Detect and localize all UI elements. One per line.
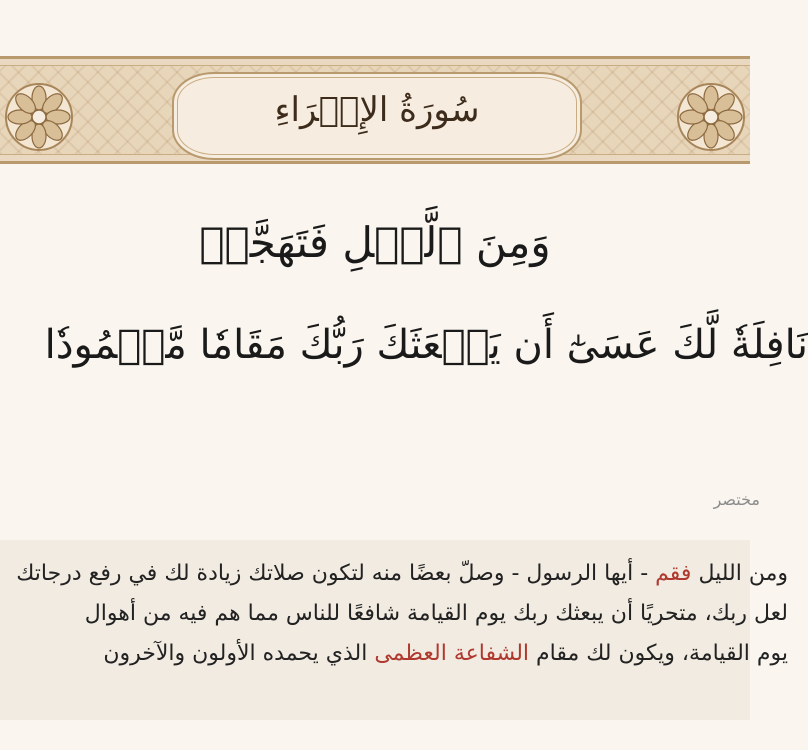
banner-pattern (0, 65, 750, 155)
top-spacer (0, 0, 750, 56)
tafsir-text-segment: يوم القيامة، ويكون لك مقام (529, 641, 788, 666)
rosette-ornament-icon (676, 82, 746, 152)
bottom-spacer (0, 720, 750, 750)
tafsir-line: لعل ربك، متحريًا أن يبعثك ربك يوم القيامة شافعًا للناس مما هم فيه من أهوال (84, 601, 788, 626)
verse-line-1[interactable]: وَمِنَ ٱلَّيۡلِ فَتَهَجَّدۡ (199, 218, 551, 267)
surah-title-cartouche (172, 72, 582, 160)
tafsir-panel (0, 540, 788, 720)
tafsir-text-segment: - أيها الرسول - وصلّ بعضًا منه لتكون صلاتك زيادة لك في رفع درجاتك (16, 561, 656, 586)
tafsir-source-label[interactable]: مختصر (713, 490, 760, 509)
rosette-ornament-icon (4, 82, 74, 152)
tafsir-text-segment: ومن الليل (691, 561, 788, 586)
tafsir-text (0, 554, 788, 674)
tafsir-highlight: فقم (655, 561, 692, 586)
surah-header-banner (0, 56, 750, 164)
tafsir-highlight: الشفاعة العظمى (374, 641, 530, 666)
verse-line-2[interactable]: نَافِلَةٗ لَّكَ عَسَىٰٓ أَن يَبۡعَثَكَ رَبُّكَ مَقَامٗا مَّحۡمُودٗا (44, 322, 808, 368)
tafsir-text-segment: الذي يحمده الأولون والآخرون (103, 641, 375, 666)
tafsir-line (0, 634, 788, 674)
surah-title: سُورَةُ الإِسۡرَاءِ (274, 90, 480, 130)
tafsir-line (0, 554, 788, 594)
